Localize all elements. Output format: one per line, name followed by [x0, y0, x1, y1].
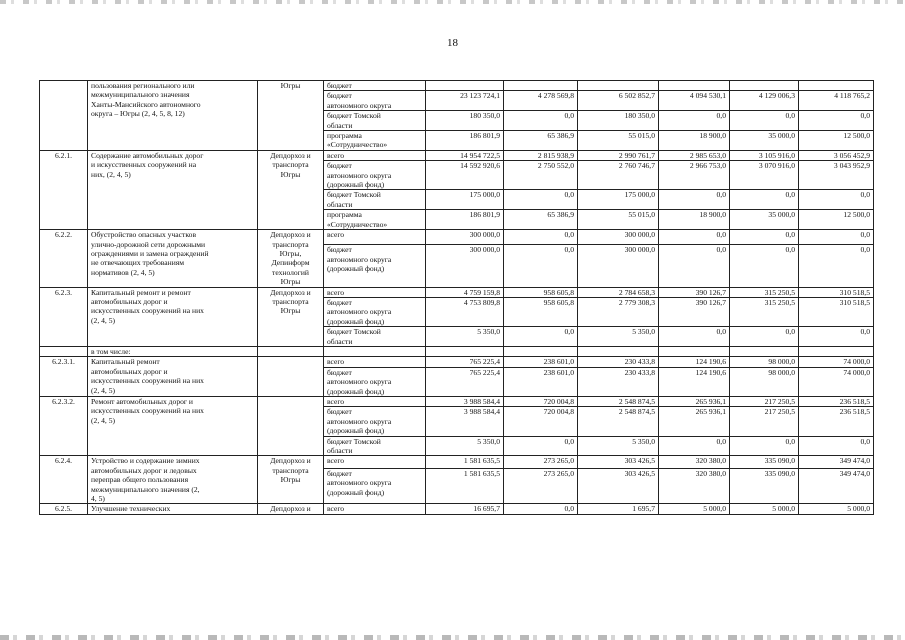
- amount-cell: 4 278 569,8: [504, 91, 578, 111]
- row-number-cell: 6.2.2.: [40, 230, 88, 287]
- amount-cell: 3 070 916,0: [730, 161, 799, 190]
- amount-cell: 273 265,0: [504, 456, 578, 469]
- amount-cell: 303 426,5: [578, 469, 659, 504]
- amount-cell: 14 592 920,6: [426, 161, 504, 190]
- row-number-cell: 6.2.3.: [40, 287, 88, 346]
- amount-cell: 300 000,0: [578, 245, 659, 287]
- amount-cell: 0,0: [504, 111, 578, 131]
- table-row: [40, 230, 874, 245]
- amount-cell: [730, 81, 799, 91]
- amount-cell: 765 225,4: [426, 367, 504, 396]
- table-row: [40, 456, 874, 469]
- funding-source-cell: всего: [324, 287, 426, 297]
- amount-cell: 217 250,5: [730, 397, 799, 407]
- amount-cell: 2 784 658,3: [578, 287, 659, 297]
- amount-cell: 4 759 159,8: [426, 287, 504, 297]
- amount-cell: 0,0: [799, 245, 874, 287]
- amount-cell: 98 000,0: [730, 357, 799, 367]
- funding-source-cell: всего: [324, 397, 426, 407]
- amount-cell: [799, 346, 874, 356]
- amount-cell: 315 250,5: [730, 287, 799, 297]
- row-number-cell: 6.2.3.1.: [40, 357, 88, 397]
- amount-cell: 720 004,8: [504, 397, 578, 407]
- amount-cell: 14 954 722,5: [426, 150, 504, 160]
- amount-cell: 2 990 761,7: [578, 150, 659, 160]
- table-row: [40, 287, 874, 297]
- amount-cell: 0,0: [659, 190, 730, 210]
- amount-cell: 3 105 916,0: [730, 150, 799, 160]
- amount-cell: 2 966 753,0: [659, 161, 730, 190]
- amount-cell: 303 426,5: [578, 456, 659, 469]
- amount-cell: 390 126,7: [659, 287, 730, 297]
- amount-cell: 3 988 584,4: [426, 407, 504, 436]
- amount-cell: 1 695,7: [578, 504, 659, 514]
- amount-cell: 5 000,0: [799, 504, 874, 514]
- amount-cell: 35 000,0: [730, 131, 799, 151]
- amount-cell: [426, 346, 504, 356]
- amount-cell: 175 000,0: [426, 190, 504, 210]
- amount-cell: 765 225,4: [426, 357, 504, 367]
- amount-cell: 4 118 765,2: [799, 91, 874, 111]
- table-row: [40, 357, 874, 367]
- measure-name-cell: в том числе:: [88, 346, 258, 356]
- amount-cell: 186 801,9: [426, 210, 504, 230]
- row-number-cell: 6.2.1.: [40, 150, 88, 229]
- table-body: [40, 81, 874, 515]
- amount-cell: 349 474,0: [799, 469, 874, 504]
- table-row: [40, 504, 874, 514]
- row-number-cell: [40, 81, 88, 151]
- executor-cell: Депдорхоз и транспорта Югры, Депинформ технологий Югры: [258, 230, 324, 287]
- amount-cell: 0,0: [799, 190, 874, 210]
- amount-cell: 4 094 530,1: [659, 91, 730, 111]
- amount-cell: 230 433,8: [578, 367, 659, 396]
- amount-cell: 238 601,0: [504, 367, 578, 396]
- amount-cell: 6 502 852,7: [578, 91, 659, 111]
- executor-cell: [258, 346, 324, 356]
- amount-cell: 74 000,0: [799, 367, 874, 396]
- amount-cell: 349 474,0: [799, 456, 874, 469]
- funding-source-cell: бюджет автономного округа (дорожный фонд): [324, 407, 426, 436]
- amount-cell: 124 190,6: [659, 357, 730, 367]
- amount-cell: 16 695,7: [426, 504, 504, 514]
- funding-source-cell: всего: [324, 230, 426, 245]
- amount-cell: 2 548 874,5: [578, 397, 659, 407]
- table-row: [40, 81, 874, 91]
- amount-cell: 0,0: [659, 436, 730, 456]
- amount-cell: 0,0: [504, 190, 578, 210]
- amount-cell: 0,0: [799, 230, 874, 245]
- amount-cell: 23 123 724,1: [426, 91, 504, 111]
- funding-source-cell: программа «Сотрудничество»: [324, 131, 426, 151]
- funding-source-cell: бюджет автономного округа (дорожный фонд): [324, 469, 426, 504]
- row-number-cell: 6.2.3.2.: [40, 397, 88, 456]
- amount-cell: 12 500,0: [799, 131, 874, 151]
- amount-cell: 4 129 006,3: [730, 91, 799, 111]
- measure-name-cell: Содержание автомобильных дорог и искусственных сооружений на них, (2, 4, 5): [88, 150, 258, 229]
- amount-cell: 0,0: [730, 327, 799, 347]
- funding-source-cell: бюджет автономного округа (дорожный фонд): [324, 297, 426, 326]
- funding-source-cell: бюджет Томской области: [324, 327, 426, 347]
- amount-cell: 5 350,0: [578, 327, 659, 347]
- measure-name-cell: Капитальный ремонт и ремонт автомобильных дорог и искусственных сооружений на них (2, 4, 5): [88, 287, 258, 346]
- amount-cell: 335 090,0: [730, 469, 799, 504]
- amount-cell: 0,0: [504, 504, 578, 514]
- amount-cell: 310 518,5: [799, 297, 874, 326]
- amount-cell: 958 605,8: [504, 297, 578, 326]
- measure-name-cell: Обустройство опасных участков улично-дорожной сети дорожными ограждениями и замена ограждений не отвечающих требованиям нормативов (2, 4, 5): [88, 230, 258, 287]
- executor-cell: Югры: [258, 81, 324, 151]
- amount-cell: 5 000,0: [659, 504, 730, 514]
- amount-cell: [730, 346, 799, 356]
- amount-cell: 2 815 938,9: [504, 150, 578, 160]
- amount-cell: 390 126,7: [659, 297, 730, 326]
- amount-cell: 230 433,8: [578, 357, 659, 367]
- measure-name-cell: пользования регионального или межмуниципального значения Ханты-Мансийского автономного округа – Югры (2, 4, 5, 8, 12): [88, 81, 258, 151]
- funding-source-cell: бюджет автономного округа: [324, 91, 426, 111]
- funding-source-cell: бюджет: [324, 81, 426, 91]
- amount-cell: 310 518,5: [799, 287, 874, 297]
- executor-cell: [258, 357, 324, 397]
- amount-cell: 180 350,0: [426, 111, 504, 131]
- amount-cell: 0,0: [504, 327, 578, 347]
- funding-source-cell: всего: [324, 504, 426, 514]
- amount-cell: 0,0: [659, 230, 730, 245]
- funding-source-cell: всего: [324, 456, 426, 469]
- amount-cell: 236 518,5: [799, 397, 874, 407]
- amount-cell: 217 250,5: [730, 407, 799, 436]
- page-number: 18: [447, 37, 458, 49]
- funding-source-cell: бюджет Томской области: [324, 190, 426, 210]
- amount-cell: 0,0: [799, 436, 874, 456]
- amount-cell: 180 350,0: [578, 111, 659, 131]
- amount-cell: 1 581 635,5: [426, 456, 504, 469]
- amount-cell: 0,0: [730, 190, 799, 210]
- amount-cell: [504, 346, 578, 356]
- measure-name-cell: Устройство и содержание зимних автомобильных дорог и ледовых переправ общего пользования межмуниципального значения (2, 4, 5): [88, 456, 258, 504]
- funding-source-cell: бюджет автономного округа (дорожный фонд): [324, 367, 426, 396]
- scan-edge-top: [0, 0, 905, 4]
- amount-cell: 0,0: [799, 327, 874, 347]
- row-number-cell: 6.2.5.: [40, 504, 88, 514]
- amount-cell: 315 250,5: [730, 297, 799, 326]
- amount-cell: 186 801,9: [426, 131, 504, 151]
- measure-name-cell: Капитальный ремонт автомобильных дорог и искусственных сооружений на них (2, 4, 5): [88, 357, 258, 397]
- amount-cell: 2 779 308,3: [578, 297, 659, 326]
- amount-cell: 320 380,0: [659, 469, 730, 504]
- row-number-cell: [40, 346, 88, 356]
- amount-cell: [659, 81, 730, 91]
- amount-cell: 12 500,0: [799, 210, 874, 230]
- amount-cell: 2 760 746,7: [578, 161, 659, 190]
- amount-cell: 300 000,0: [426, 245, 504, 287]
- executor-cell: Депдорхоз и транспорта Югры: [258, 287, 324, 346]
- amount-cell: 5 350,0: [426, 327, 504, 347]
- amount-cell: 18 900,0: [659, 210, 730, 230]
- amount-cell: 0,0: [730, 436, 799, 456]
- budget-table: [39, 80, 874, 515]
- measure-name-cell: Улучшение технических: [88, 504, 258, 514]
- amount-cell: 55 015,0: [578, 131, 659, 151]
- amount-cell: 55 015,0: [578, 210, 659, 230]
- funding-source-cell: бюджет автономного округа (дорожный фонд): [324, 161, 426, 190]
- amount-cell: [578, 81, 659, 91]
- funding-source-cell: бюджет Томской области: [324, 111, 426, 131]
- amount-cell: 65 386,9: [504, 131, 578, 151]
- scan-edge-bottom: [0, 635, 905, 640]
- amount-cell: 0,0: [799, 111, 874, 131]
- amount-cell: 0,0: [659, 245, 730, 287]
- executor-cell: [258, 397, 324, 456]
- amount-cell: 0,0: [730, 245, 799, 287]
- amount-cell: 335 090,0: [730, 456, 799, 469]
- amount-cell: 2 750 552,0: [504, 161, 578, 190]
- amount-cell: 2 985 653,0: [659, 150, 730, 160]
- amount-cell: [659, 346, 730, 356]
- table-row: [40, 150, 874, 160]
- amount-cell: 0,0: [504, 245, 578, 287]
- amount-cell: 35 000,0: [730, 210, 799, 230]
- amount-cell: 74 000,0: [799, 357, 874, 367]
- funding-source-cell: бюджет Томской области: [324, 436, 426, 456]
- amount-cell: [426, 81, 504, 91]
- amount-cell: 265 936,1: [659, 397, 730, 407]
- table-row: [40, 346, 874, 356]
- amount-cell: 236 518,5: [799, 407, 874, 436]
- amount-cell: 98 000,0: [730, 367, 799, 396]
- amount-cell: 1 581 635,5: [426, 469, 504, 504]
- amount-cell: 0,0: [659, 111, 730, 131]
- amount-cell: 3 043 952,9: [799, 161, 874, 190]
- measure-name-cell: Ремонт автомобильных дорог и искусственных сооружений на них (2, 4, 5): [88, 397, 258, 456]
- amount-cell: 18 900,0: [659, 131, 730, 151]
- amount-cell: 720 004,8: [504, 407, 578, 436]
- funding-source-cell: всего: [324, 357, 426, 367]
- amount-cell: 3 988 584,4: [426, 397, 504, 407]
- funding-source-cell: всего: [324, 150, 426, 160]
- funding-source-cell: программа «Сотрудничество»: [324, 210, 426, 230]
- amount-cell: 0,0: [659, 327, 730, 347]
- amount-cell: 300 000,0: [426, 230, 504, 245]
- amount-cell: 0,0: [504, 436, 578, 456]
- amount-cell: 958 605,8: [504, 287, 578, 297]
- amount-cell: 175 000,0: [578, 190, 659, 210]
- funding-source-cell: [324, 346, 426, 356]
- amount-cell: 65 386,9: [504, 210, 578, 230]
- amount-cell: 0,0: [504, 230, 578, 245]
- amount-cell: 4 753 809,8: [426, 297, 504, 326]
- executor-cell: Депдорхоз и: [258, 504, 324, 514]
- row-number-cell: 6.2.4.: [40, 456, 88, 504]
- amount-cell: 265 936,1: [659, 407, 730, 436]
- amount-cell: 124 190,6: [659, 367, 730, 396]
- amount-cell: 5 000,0: [730, 504, 799, 514]
- amount-cell: 5 350,0: [426, 436, 504, 456]
- amount-cell: 2 548 874,5: [578, 407, 659, 436]
- executor-cell: Депдорхоз и транспорта Югры: [258, 150, 324, 229]
- funding-source-cell: бюджет автономного округа (дорожный фонд): [324, 245, 426, 287]
- amount-cell: 320 380,0: [659, 456, 730, 469]
- amount-cell: 273 265,0: [504, 469, 578, 504]
- amount-cell: 238 601,0: [504, 357, 578, 367]
- amount-cell: 300 000,0: [578, 230, 659, 245]
- amount-cell: [504, 81, 578, 91]
- amount-cell: 5 350,0: [578, 436, 659, 456]
- amount-cell: 0,0: [730, 230, 799, 245]
- amount-cell: 0,0: [730, 111, 799, 131]
- executor-cell: Депдорхоз и транспорта Югры: [258, 456, 324, 504]
- amount-cell: 3 056 452,9: [799, 150, 874, 160]
- amount-cell: [578, 346, 659, 356]
- table-row: [40, 397, 874, 407]
- amount-cell: [799, 81, 874, 91]
